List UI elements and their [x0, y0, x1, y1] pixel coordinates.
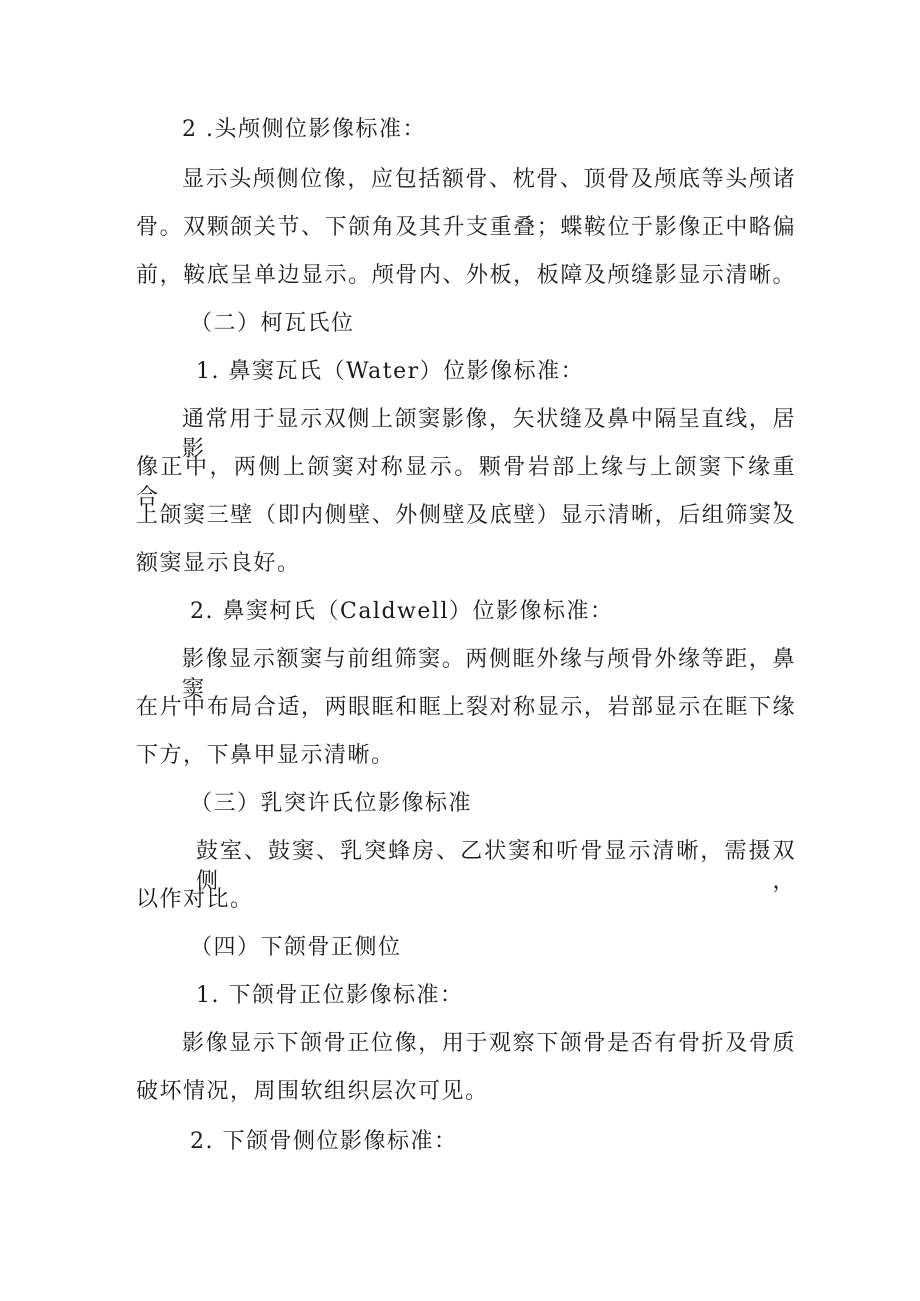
paragraph-line: 下方，下鼻甲显示清晰。	[136, 743, 395, 768]
section-heading-mandible-frontal: 1. 下颌骨正位影像标准：	[196, 983, 464, 1008]
paragraph-line: 骨。双颗颌关节、下颌角及其升支重叠；蝶鞍位于影像正中略偏	[136, 215, 796, 240]
paragraph-line: 前，鞍底呈单边显示。颅骨内、外板，板障及颅缝影显示清晰。	[136, 263, 796, 288]
paragraph-line: 影像显示下颌骨正位像，用于观察下颌骨是否有骨折及骨质	[182, 1031, 796, 1056]
section-heading-water-view: 1. 鼻窦瓦氏（Water）位影像标准：	[196, 359, 585, 384]
paragraph-line: 通常用于显示双侧上颌窦影像，矢状缝及鼻中隔呈直线，居影	[182, 407, 796, 462]
section-heading-mastoid: （三）乳突许氏位影像标准	[190, 791, 473, 816]
section-heading-kewa-position: （二）柯瓦氏位	[190, 311, 355, 336]
paragraph-line: 显示头颅侧位像，应包括额骨、枕骨、顶骨及颅底等头颅诸	[182, 167, 796, 192]
section-heading-mandible-lateral: 2. 下颌骨侧位影像标准：	[190, 1129, 458, 1154]
paragraph-line: 破坏情况，周围软组织层次可见。	[136, 1079, 489, 1104]
section-heading-skull-lateral: 2 .头颅侧位影像标准：	[182, 117, 426, 142]
paragraph-line: 额窦显示良好。	[136, 551, 301, 576]
paragraph-line: 在片中布局合适，两眼眶和眶上裂对称显示，岩部显示在眶下缘	[136, 695, 796, 720]
paragraph-line: 以作对比。	[136, 887, 254, 912]
paragraph-line: 上颌窦三壁（即内侧壁、外侧壁及底壁）显示清晰，后组筛窦及	[136, 503, 796, 528]
section-heading-caldwell-view: 2. 鼻窦柯氏（Caldwell）位影像标准：	[190, 599, 614, 624]
paragraph-line: 鼓室、鼓窦、乳突蜂房、乙状窦和听骨显示清晰，需摄双侧，	[196, 839, 796, 894]
section-heading-mandible: （四）下颌骨正侧位	[190, 935, 402, 960]
paragraph-line: 影像显示额窦与前组筛窦。两侧眶外缘与颅骨外缘等距，鼻窦	[182, 647, 796, 702]
paragraph-line: 像正中，两侧上颌窦对称显示。颗骨岩部上缘与上颌窦下缘重合，	[136, 455, 796, 510]
